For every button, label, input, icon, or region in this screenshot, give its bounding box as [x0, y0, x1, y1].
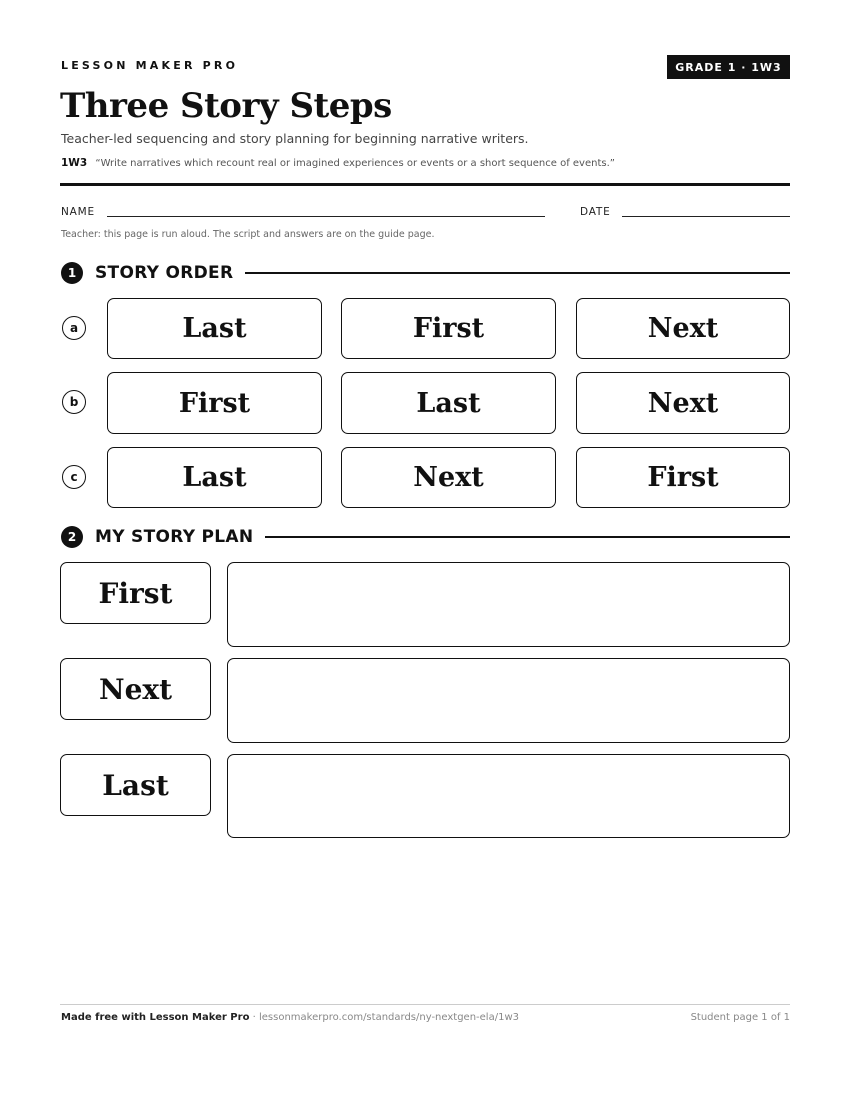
section-number-badge: 2 — [61, 526, 83, 548]
footer-made-with: Made free with Lesson Maker Pro — [61, 1012, 250, 1023]
standard-text: “Write narratives which recount real or imagined experiences or events or a short sequence of events.” — [95, 158, 615, 169]
row-letter-c: c — [62, 465, 86, 489]
section-story-plan-heading — [61, 526, 790, 548]
section-rule — [245, 272, 790, 274]
story-order-card[interactable]: Next — [341, 447, 556, 508]
section-title: STORY ORDER — [95, 263, 234, 283]
footer-credit — [61, 1012, 519, 1023]
page-title: Three Story Steps — [60, 86, 392, 126]
section-story-order-heading — [61, 262, 790, 284]
story-plan-write-box-last[interactable] — [227, 754, 790, 838]
story-plan-label: Next — [60, 658, 211, 720]
story-plan-label: Last — [60, 754, 211, 816]
page-subtitle: Teacher-led sequencing and story planning for beginning narrative writers. — [61, 131, 529, 146]
standard-line — [61, 157, 615, 169]
story-order-card[interactable]: First — [107, 372, 322, 434]
teacher-note: Teacher: this page is run aloud. The script and answers are on the guide page. — [61, 229, 435, 240]
story-plan-write-box-first[interactable] — [227, 562, 790, 647]
name-label: NAME — [61, 206, 95, 218]
story-plan-write-box-next[interactable] — [227, 658, 790, 743]
name-field-line[interactable] — [107, 216, 545, 217]
story-order-card[interactable]: Last — [107, 447, 322, 508]
section-rule — [265, 536, 790, 538]
date-field-line[interactable] — [622, 216, 790, 217]
section-number-badge: 1 — [61, 262, 83, 284]
standard-code: 1W3 — [61, 157, 88, 169]
story-order-card[interactable]: Next — [576, 298, 790, 359]
brand-name: LESSON MAKER PRO — [61, 59, 239, 72]
footer-url[interactable]: · lessonmakerpro.com/standards/ny-nextgen-ela/1w3 — [249, 1012, 519, 1023]
story-order-card[interactable]: Next — [576, 372, 790, 434]
story-plan-label: First — [60, 562, 211, 624]
story-order-card[interactable]: Last — [341, 372, 556, 434]
footer-page-info: Student page 1 of 1 — [690, 1012, 790, 1023]
grade-badge: GRADE 1 · 1W3 — [667, 55, 790, 79]
row-letter-b: b — [62, 390, 86, 414]
date-label: DATE — [580, 206, 611, 218]
story-order-card[interactable]: Last — [107, 298, 322, 359]
story-order-card[interactable]: First — [576, 447, 790, 508]
story-order-card[interactable]: First — [341, 298, 556, 359]
footer-divider — [60, 1004, 790, 1005]
row-letter-a: a — [62, 316, 86, 340]
section-title: MY STORY PLAN — [95, 527, 254, 547]
header-divider — [60, 183, 790, 186]
